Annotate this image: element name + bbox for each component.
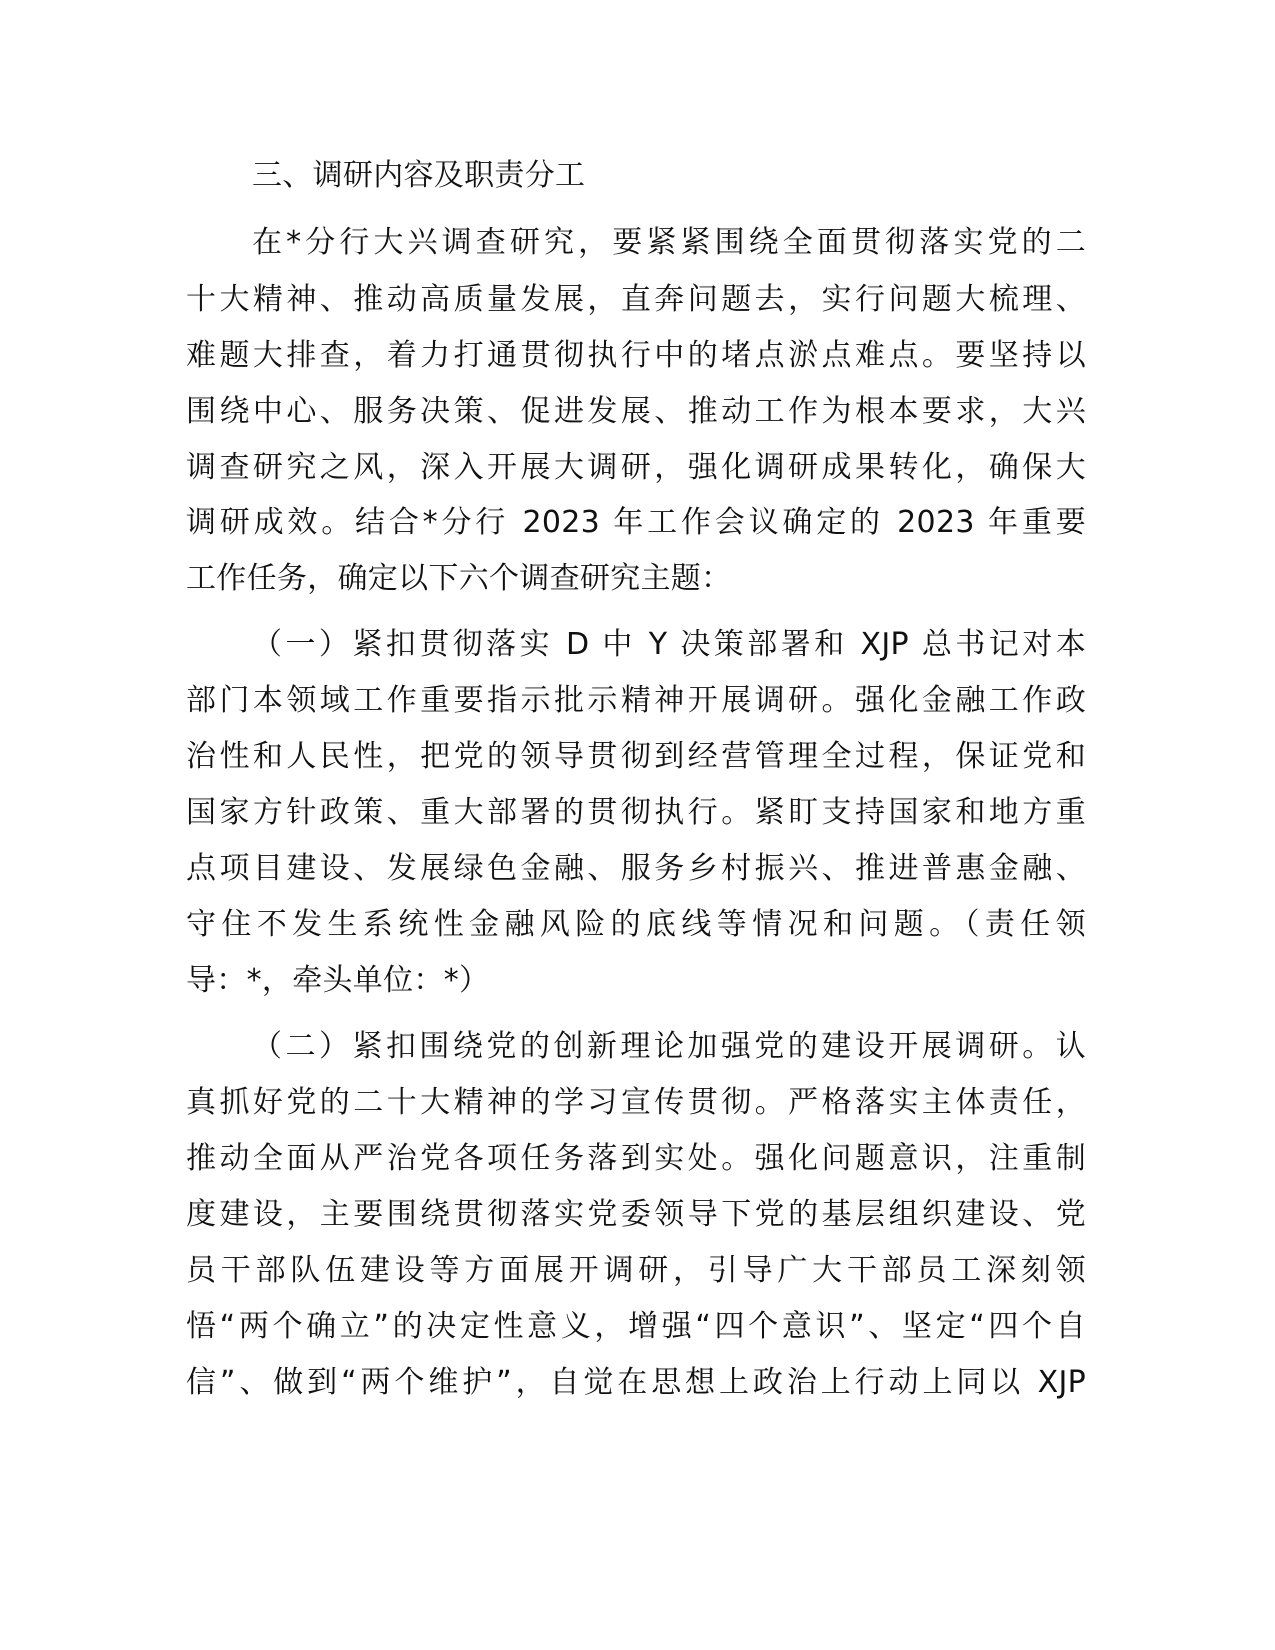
paragraph-line: （二）紧扣围绕党的创新理论加强党的建设开展调研。认	[252, 1029, 1086, 1064]
paragraph-line: 导：*，牵头单位：*）	[186, 963, 490, 998]
paragraph-line: 在*分行大兴调查研究，要紧紧围绕全面贯彻落实党的二	[252, 225, 1086, 260]
paragraph-line: 治性和人民性，把党的领导贯彻到经营管理全过程，保证党和	[186, 739, 1086, 774]
paragraph-line: 悟“两个确立”的决定性意义，增强“四个意识”、坚定“四个自	[186, 1309, 1086, 1344]
paragraph-line: 员干部队伍建设等方面展开调研，引导广大干部员工深刻领	[186, 1253, 1086, 1288]
paragraph-line: 推动全面从严治党各项任务落到实处。强化问题意识，注重制	[186, 1141, 1086, 1176]
paragraph-line: 度建设，主要围绕贯彻落实党委领导下党的基层组织建设、党	[186, 1197, 1086, 1232]
paragraph-line: 调查研究之风，深入开展大调研，强化调研成果转化，确保大	[186, 450, 1086, 485]
paragraph-line: 信”、做到“两个维护”，自觉在思想上政治上行动上同以 XJP	[186, 1365, 1086, 1400]
paragraph-line: 守住不发生系统性金融风险的底线等情况和问题。（责任领	[186, 907, 1086, 942]
paragraph-line: 围绕中心、服务决策、促进发展、推动工作为根本要求，大兴	[186, 394, 1086, 429]
paragraph-line: 工作任务，确定以下六个调查研究主题：	[186, 561, 732, 596]
paragraph-line: 调研成效。结合*分行 2023 年工作会议确定的 2023 年重要	[186, 505, 1086, 540]
paragraph-line: 部门本领域工作重要指示批示精神开展调研。强化金融工作政	[186, 683, 1086, 718]
paragraph-line: 十大精神、推动高质量发展，直奔问题去，实行问题大梳理、	[186, 282, 1086, 317]
paragraph-line: 难题大排查，着力打通贯彻执行中的堵点淤点难点。要坚持以	[186, 338, 1086, 373]
section-heading: 三、调研内容及职责分工	[252, 158, 586, 193]
paragraph-line: 真抓好党的二十大精神的学习宣传贯彻。严格落实主体责任，	[186, 1085, 1086, 1120]
paragraph-line: 国家方针政策、重大部署的贯彻执行。紧盯支持国家和地方重	[186, 795, 1086, 830]
paragraph-line: 点项目建设、发展绿色金融、服务乡村振兴、推进普惠金融、	[186, 851, 1086, 886]
paragraph-line: （一）紧扣贯彻落实 D 中 Y 决策部署和 XJP 总书记对本	[252, 627, 1086, 662]
